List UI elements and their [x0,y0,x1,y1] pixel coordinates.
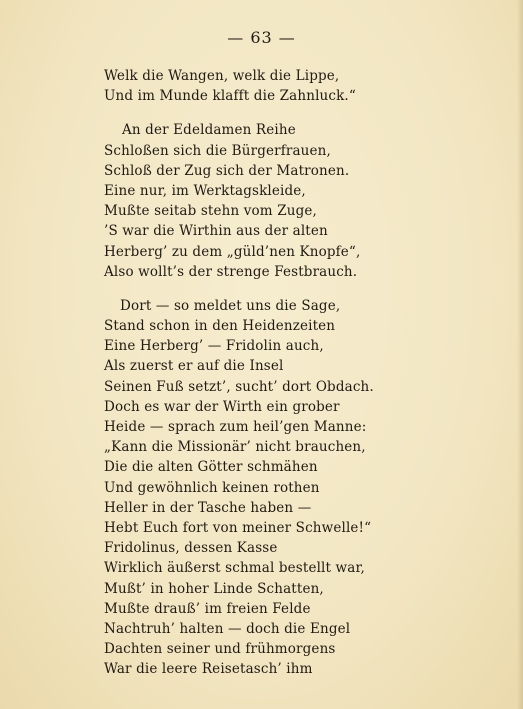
verse-line: Und gewöhnlich keinen rothen [104,479,320,496]
verse-line: Schloßen sich die Bürgerfrauen, [104,142,331,159]
verse-line: Mußte seitab stehn vom Zuge, [104,203,317,220]
verse-line: Herberg’ zu dem „güld’nen Knopfe“, [104,243,361,260]
verse-line: Dachten seiner und frühmorgens [104,641,336,658]
verse-line: ’S war die Wirthin aus der alten [104,223,328,240]
verse-line: Eine nur, im Werktagskleide, [104,182,306,199]
verse-line: Heide — sprach zum heil’gen Manne: [104,419,367,435]
verse-line: War die leere Reisetasch’ ihm [104,661,313,678]
verse-line: Mußte drauß’ im freien Felde [104,600,311,617]
page-edge-shadow [517,0,523,709]
stanza-1 [104,66,484,106]
verse-line: Fridolinus, dessen Kasse [104,540,278,557]
verse-line: Die die alten Götter schmähen [104,459,318,476]
verse-line: Heller in der Tasche haben — [104,499,312,516]
verse-line: Stand schon in den Heidenzeiten [104,318,336,335]
verse-line: Doch es war der Wirth ein grober [104,398,340,415]
stanza-2 [104,120,484,282]
verse-line: Als zuerst er auf die Insel [104,358,284,375]
verse-line: An der Edeldamen Reihe [122,122,296,139]
verse-line: Hebt Euch fort von meiner Schwelle!“ [104,519,372,536]
verse-line: Also wollt’s der strenge Festbrauch. [104,263,358,280]
page-number: — 63 — [227,28,296,47]
stanza-3 [104,296,484,680]
verse-line: Wirklich äußerst schmal bestellt war, [104,560,366,577]
verse-line: Und im Munde klafft die Zahnluck.“ [104,88,356,105]
verse-line: Welk die Wangen, welk die Lippe, [104,68,340,84]
verse-line: Schloß der Zug sich der Matronen. [104,162,350,179]
verse-line: Dort — so meldet uns die Sage, [120,297,341,314]
verse-line: Seinen Fuß setzt’, sucht’ dort Obdach. [104,378,374,395]
verse-line: „Kann die Missionär’ nicht brauchen, [104,439,366,456]
verse-line: Mußt’ in hoher Linde Schatten, [104,580,324,597]
verse-line: Nachtruh’ halten — doch die Engel [104,620,351,637]
poem-text [104,66,484,693]
verse-line: Eine Herberg’ — Fridolin auch, [104,338,324,355]
